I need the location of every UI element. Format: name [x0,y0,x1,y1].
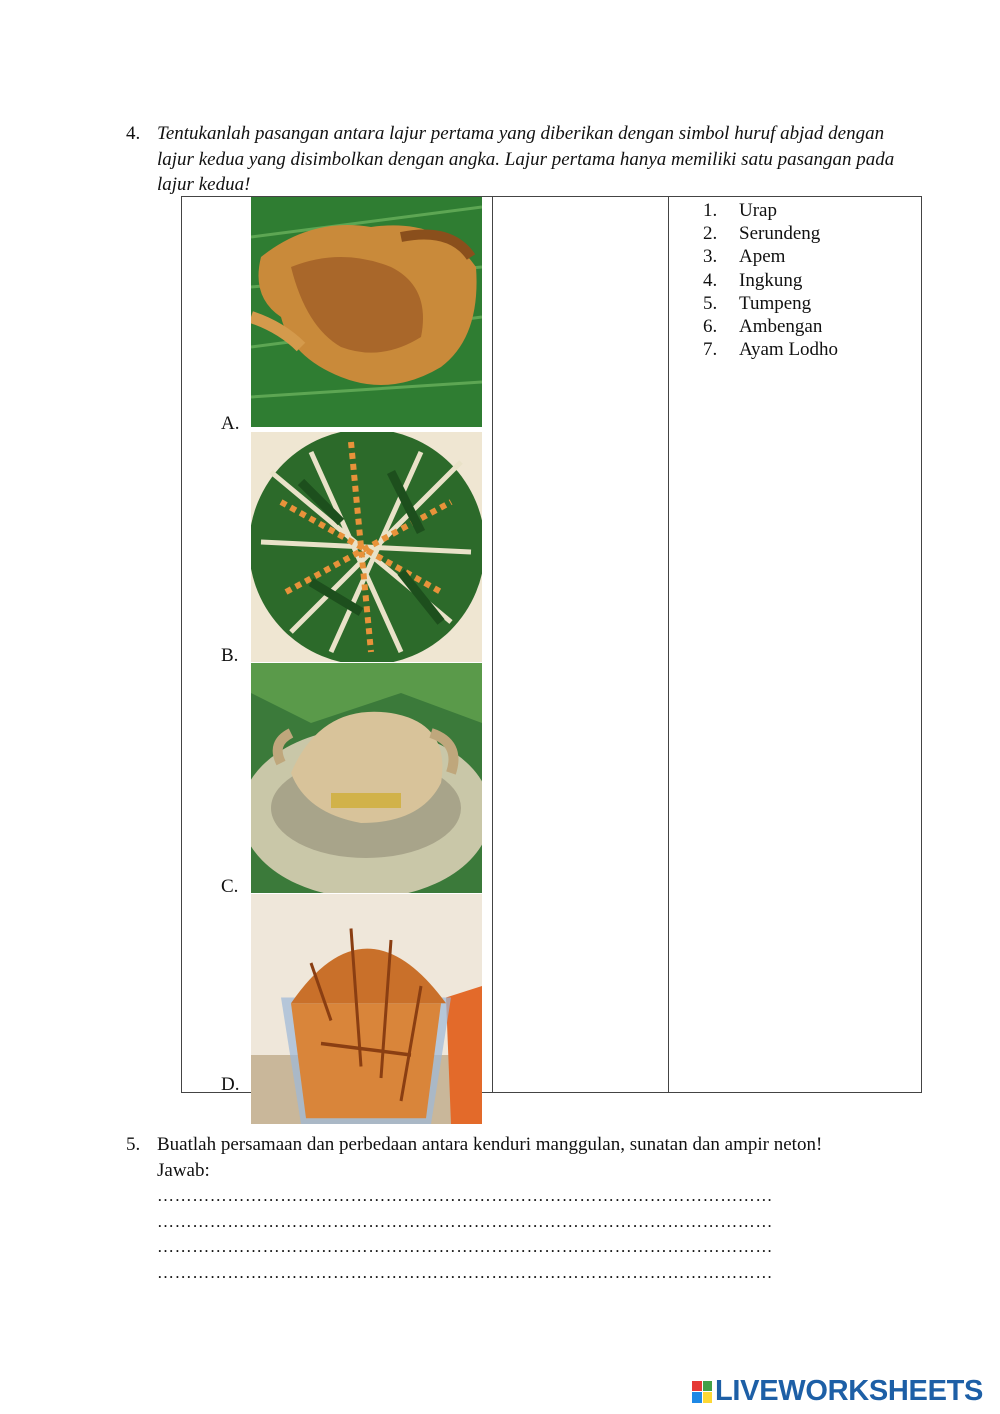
food-image-a [251,197,482,427]
question-5 [126,1132,926,1285]
list-item: 1. Urap [703,200,777,221]
list-item: 3. Apem [703,246,786,268]
list-item: 2. Serundeng [703,223,821,245]
column-divider [492,197,493,1092]
answer-line[interactable]: …………………………………………………………………………………………… [157,1237,773,1256]
liveworksheets-logo [692,1375,983,1408]
roasted-chicken-image [251,197,482,427]
question-number: 4. [126,123,141,144]
question-4 [126,121,906,198]
ingkung-image [251,663,482,893]
item-letter-a: A. [221,413,240,434]
answer-line[interactable]: …………………………………………………………………………………………… [157,1211,773,1231]
question-text: Buatlah persamaan dan perbedaan antara kenduri manggulan, sunatan dan ampir neton! [157,1134,823,1155]
logo-text: LIVEWORKSHEETS [715,1375,984,1407]
urap-salad-image [251,432,482,662]
answer-label: Jawab: [157,1159,210,1181]
food-image-d [251,894,482,1124]
question-number: 5. [126,1134,141,1155]
answer-line[interactable]: …………………………………………………………………………………………… [157,1262,773,1282]
list-item: 5. Tumpeng [703,292,812,314]
list-item: 6. Ambengan [703,316,823,338]
serundeng-image [251,894,482,1124]
answer-options-list [703,199,838,361]
question-text: Tentukanlah pasangan antara lajur pertama yang diberikan dengan simbol huruf abjad dengan lajur kedua yang disimbolkan dengan angka. Lajur pertama hanya memiliki satu pasangan pada lajur kedua! [157,123,895,195]
logo-blocks-icon [692,1381,712,1403]
answer-line[interactable]: …………………………………………………………………………………………… [157,1186,773,1205]
item-letter-b: B. [221,645,239,666]
food-image-b [251,432,482,662]
list-item: 4. Ingkung [703,269,803,291]
matching-table [181,196,922,1093]
list-item: 7. Ayam Lodho [703,339,839,361]
column-divider [668,197,669,1092]
food-image-c [251,663,482,893]
item-letter-c: C. [221,876,239,897]
item-letter-d: D. [221,1074,240,1095]
